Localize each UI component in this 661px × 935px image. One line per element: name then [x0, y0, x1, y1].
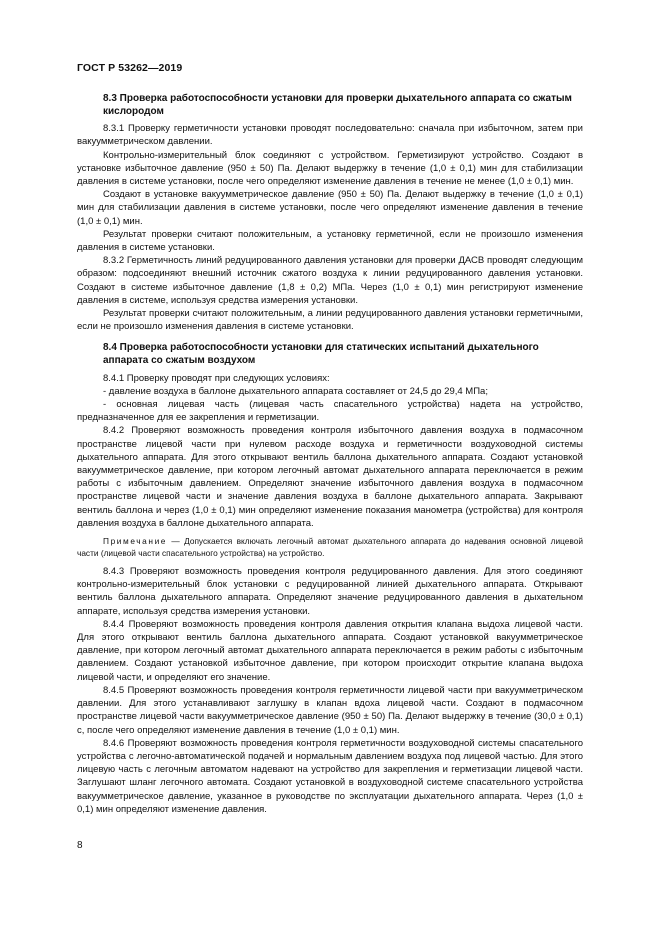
note [77, 535, 583, 559]
paragraph-8-4-6: 8.4.6 Проверяют возможность проведения контроля герметичности воздуховодной системы спасательного устройства с легочно-автоматической подачей и нормальным давлением воздуха под лицевой частью. Для этого лицевую часть с легочным автоматом надевают на устройство для закрепления и герметизации лицевой части. Заглушают шланг легочного автомата. Создают установкой в воздуховодной системе спасательного устройства вакуумметрическое давление, указанное в руководстве по эксплуатации дыхательного аппарата. Через (1,0 ± 0,1) мин определяют изменение давления. [77, 737, 583, 815]
paragraph-8-4-3: 8.4.3 Проверяют возможность проведения контроля редуцированного давления. Для этого соединяют контрольно-измерительный блок установки с редуцированной линией дыхательного аппарата. Открывают вентиль баллона дыхательного аппарата. Определяют значение редуцированного давления в дыхательном аппарате, используя средства измерения установки. [77, 566, 583, 617]
paragraph: Результат проверки считают положительным, а линии редуцированного давления установки герметичными, если не произошло изменения давления в системе установки. [77, 308, 583, 333]
document-header: ГОСТ Р 53262—2019 [77, 62, 183, 74]
section-8-3-heading: 8.3 Проверка работоспособности установки для проверки дыхательного аппарата со сжатым кислородом [103, 93, 572, 117]
paragraph: Создают в установке вакуумметрическое давление (950 ± 50) Па. Делают выдержку в течение (1,0 ± 0,1) мин для стабилизации давления в системе установки, после чего определяют изменение давления в течение (1,0 ± 0,1) мин. [77, 189, 583, 227]
paragraph: Контрольно-измерительный блок соединяют с устройством. Герметизируют устройство. Создают в установке избыточное давление (950 ± 50) Па. Делают выдержку в течение (1,0 ± 0,1) мин для стабилизации давления в системе установки, после чего определяют изменение давления в течение не менее (1,0 ± 0,1) мин. [77, 149, 583, 187]
list-item: - давление воздуха в баллоне дыхательного аппарата составляет от 24,5 до 29,4 МПа; [103, 385, 488, 397]
section-8-4-heading: 8.4 Проверка работоспособности установки для статических испытаний дыхательного аппарата со сжатым воздухом [103, 342, 539, 367]
note-label: Примечание [103, 536, 168, 547]
paragraph-8-4-1: 8.4.1 Проверку проводят при следующих условиях: [103, 372, 330, 384]
paragraph-8-4-5: 8.4.5 Проверяют возможность проведения контроля герметичности лицевой части при вакуумметрическом давлении. Для этого устанавливают заглушку в клапан вдоха лицевой части. Создают в подмасочном пространстве лицевой части вакуумметрическое давление (950 ± 50) Па. Делают выдержку в течение (30,0 ± 0,1) с, после чего определяют изменение давления в течение (1,0 ± 0,1) мин. [77, 684, 583, 736]
paragraph: Результат проверки считают положительным, а установку герметичной, если не произошло изменения давления в системе установки. [77, 228, 583, 254]
paragraph-8-4-4: 8.4.4 Проверяют возможность проведения контроля давления открытия клапана выдоха лицевой части. Для этого открывают вентиль баллона дыхательного аппарата. Создают установкой вакуумметрическое давление, при котором легочный автомат дыхательного аппарата переключается в режим работы с избыточным давлением. Создают установкой избыточное давление, при котором происходит открытие клапана выдоха лицевой части, и определяют его значение. [77, 618, 583, 683]
paragraph-8-4-2: 8.4.2 Проверяют возможность проведения контроля избыточного давления воздуха в подмасочном пространстве лицевой части при нулевом расходе воздуха и герметичности воздуховодной системы дыхательного аппарата. Для этого открывают вентиль баллона дыхательного аппарата. Создают установкой вакуумметрическое давление, при котором легочный автомат дыхательного аппарата переключается в режим работы с избыточным давлением. Определяют значение избыточного давления воздуха в подмасочном пространстве лицевой части и значение давления воздуха в баллоне дыхательного аппарата. Закрывают вентиль баллона и через (1,0 ± 0,1) мин определяют изменение показания манометра (устройства) для контроля давления воздуха в баллоне дыхательного аппарата. [77, 425, 583, 529]
paragraph-8-3-1: 8.3.1 Проверку герметичности установки проводят последовательно: сначала при избыточном, затем при вакуумметрическом давлении. [77, 123, 583, 148]
page-number: 8 [77, 840, 83, 851]
paragraph-8-3-2: 8.3.2 Герметичность линий редуцированного давления установки для проверки ДАСВ проводят следующим образом: подсоединяют внешний источник сжатого воздуха к линии редуцированного давления установки. Создают в системе избыточное давление (1,8 ± 0,2) МПа. Через (1,0 ± 0,1) мин регистрируют изменение давления в системе, используя средства измерения установки. [77, 255, 583, 306]
document-body [77, 93, 583, 816]
list-item: - основная лицевая часть (лицевая часть спасательного устройства) надета на устройство, предназначенное для ее закрепления и герметизации. [77, 399, 583, 424]
note-text: — Допускается включать легочный автомат дыхательного аппарата до надевания основной лицевой части (лицевой части спасательного устройства) на устройство. [77, 536, 583, 559]
